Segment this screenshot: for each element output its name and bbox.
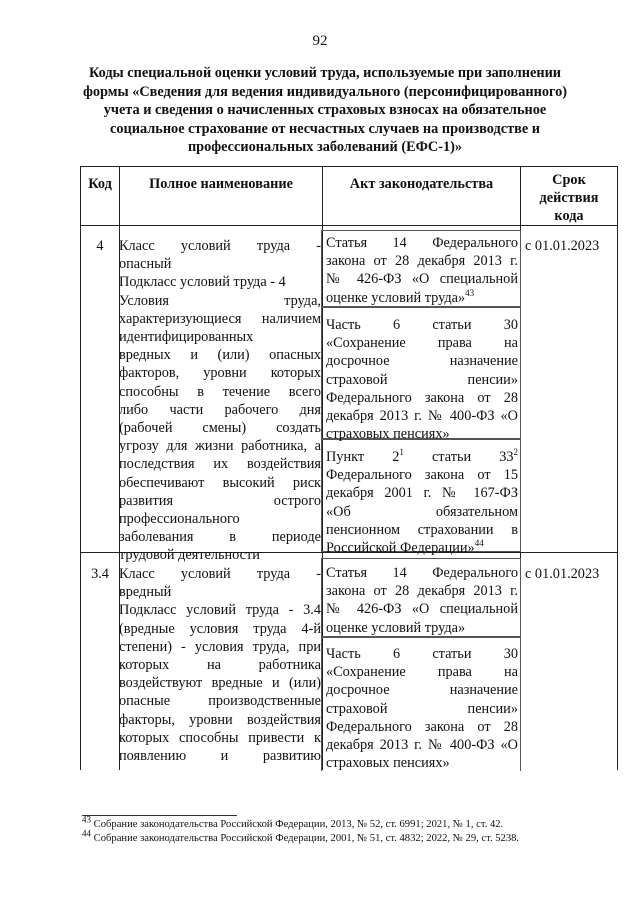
act-line: «Сохранение права на: [326, 335, 518, 352]
act-line: декабря 2001 г. № 167-ФЗ: [326, 485, 518, 502]
row-full-name: [119, 565, 321, 765]
name-line: (вредные условия труда 4-й: [119, 620, 321, 637]
act-line: досрочное назначение: [326, 682, 518, 699]
name-line: вредный: [119, 584, 172, 601]
header-legislation-act: Акт законодательства: [349, 176, 494, 192]
act-line: декабря 2013 г. № 400-ФЗ «О: [326, 408, 518, 425]
name-line: появлению и развитию: [119, 748, 321, 765]
act-line: досрочное назначение: [326, 353, 518, 370]
name-line: которых способны привести к: [119, 729, 321, 746]
header-term: [521, 171, 617, 226]
name-line: обеспечивают высокий риск: [119, 474, 321, 491]
footnote: [82, 814, 504, 831]
footnote-ref: 43: [465, 287, 475, 298]
act-line: «Об обязательном: [326, 503, 518, 520]
act-line-text: Российской Федерации»: [326, 540, 475, 557]
footnote-ref: 44: [474, 538, 484, 549]
superscript: 1: [399, 447, 404, 458]
footnote-divider: [82, 815, 237, 816]
header-term-line: Срок: [552, 172, 586, 188]
act-line: № 426-ФЗ «О специальной: [326, 601, 518, 618]
act-line: Часть 6 статьи 30: [326, 317, 518, 333]
header-term-line: действия: [539, 190, 599, 207]
name-line: вредных и (или) опасных: [119, 347, 321, 364]
name-line: воздействуют вредные и (или): [119, 675, 321, 692]
superscript: 2: [513, 447, 518, 458]
name-line: способны в течение всего: [119, 383, 321, 400]
document-title: [70, 64, 580, 157]
name-line: факторы, уровни воздействия: [119, 711, 321, 728]
name-line: характеризующиеся наличием: [119, 310, 321, 327]
act-line: Часть 6 статьи 30: [326, 646, 518, 662]
name-line: факторов, уровни которых: [119, 365, 321, 382]
act-line: декабря 2013 г. № 400-ФЗ «О: [326, 737, 518, 754]
act-item: [326, 448, 518, 557]
name-line: развития острого: [119, 492, 321, 509]
name-line: Условия труда,: [119, 292, 321, 309]
name-line: последствия их воздействия: [119, 456, 321, 473]
act-item: [326, 564, 518, 637]
title-line: профессиональных заболеваний (ЕФС-1)»: [187, 139, 463, 156]
name-line: профессионального: [119, 511, 240, 528]
page-number: 92: [312, 33, 328, 49]
title-line: социальное страхование от несчастных случаев на производстве и: [110, 120, 540, 137]
name-line: опасный: [119, 256, 172, 273]
header-code: Код: [88, 176, 112, 192]
name-line: идентифицированных: [119, 329, 254, 346]
act-line: страховых пенсиях»: [326, 755, 450, 772]
act-line: Федерального закона от 28: [326, 389, 518, 406]
act-line: Статья 14 Федерального: [326, 235, 518, 251]
act-line: Федерального закона от 15: [326, 467, 518, 484]
act-line: пенсионном страховании в: [326, 521, 518, 538]
codes-table: [80, 166, 618, 770]
act-line: Статья 14 Федерального: [326, 565, 518, 581]
name-line: заболевания в периоде: [119, 529, 321, 546]
act-line: страховой пенсии»: [326, 371, 518, 388]
name-line: (рабочей смены) создать: [119, 420, 321, 437]
act-line: Федерального закона от 28: [326, 718, 518, 735]
act-item: [326, 234, 518, 307]
name-line: Класс условий труда -: [119, 566, 321, 582]
act-line: [326, 448, 518, 466]
title-line: учета и сведения о начисленных страховых взносах на обязательное: [103, 102, 547, 119]
act-line: [326, 539, 518, 557]
act-line: [326, 289, 518, 307]
act-line: закона от 28 декабря 2013 г.: [326, 583, 518, 600]
name-line: опасные производственные: [119, 693, 321, 710]
act-line-text: статьи 33: [431, 449, 514, 465]
title-line: формы «Сведения для ведения индивидуального (персонифицированного): [82, 83, 568, 100]
act-line: оценке условий труда»: [326, 619, 466, 636]
row-code: 4: [96, 238, 104, 254]
act-item: [326, 645, 518, 772]
header-full-name: Полное наименование: [149, 176, 293, 192]
footnote-number: 43: [82, 814, 91, 825]
title-line: Коды специальной оценки условий труда, используемые при заполнении: [88, 65, 562, 81]
name-line: либо части рабочего дня: [119, 401, 321, 418]
footnote: [82, 828, 520, 845]
row-full-name: [119, 237, 321, 565]
row-term: с 01.01.2023: [525, 238, 600, 254]
name-line: степени) - условия труда, при: [119, 638, 321, 655]
act-line: № 426-ФЗ «О специальной: [326, 271, 518, 288]
name-line: которых на работника: [119, 657, 321, 674]
act-line-text: Пункт 2: [326, 449, 400, 465]
header-term-line: кода: [554, 208, 584, 225]
row-code: 3.4: [91, 566, 109, 582]
act-line-text: оценке условий труда»: [326, 289, 466, 306]
footnote-number: 44: [82, 828, 91, 839]
act-line: страховой пенсии»: [326, 700, 518, 717]
name-line: угрозу для жизни работника, а: [119, 438, 321, 455]
name-line: Подкласс условий труда - 3.4: [119, 602, 321, 619]
footnote-text: Собрание законодательства Российской Федерации, 2001, № 51, ст. 4832; 2022, № 29, ст. 5238.: [93, 833, 520, 844]
act-item: [326, 316, 518, 443]
act-line: страховых пенсиях»: [326, 426, 450, 443]
row-term: с 01.01.2023: [525, 566, 600, 582]
name-line: Подкласс условий труда - 4: [119, 274, 286, 291]
name-line: трудовой деятельности: [119, 547, 260, 564]
footnote-text: Собрание законодательства Российской Федерации, 2013, № 52, ст. 6991; 2021, № 1, ст. 42.: [93, 819, 504, 830]
act-line: «Сохранение права на: [326, 664, 518, 681]
name-line: Класс условий труда -: [119, 238, 321, 254]
act-line: закона от 28 декабря 2013 г.: [326, 253, 518, 270]
